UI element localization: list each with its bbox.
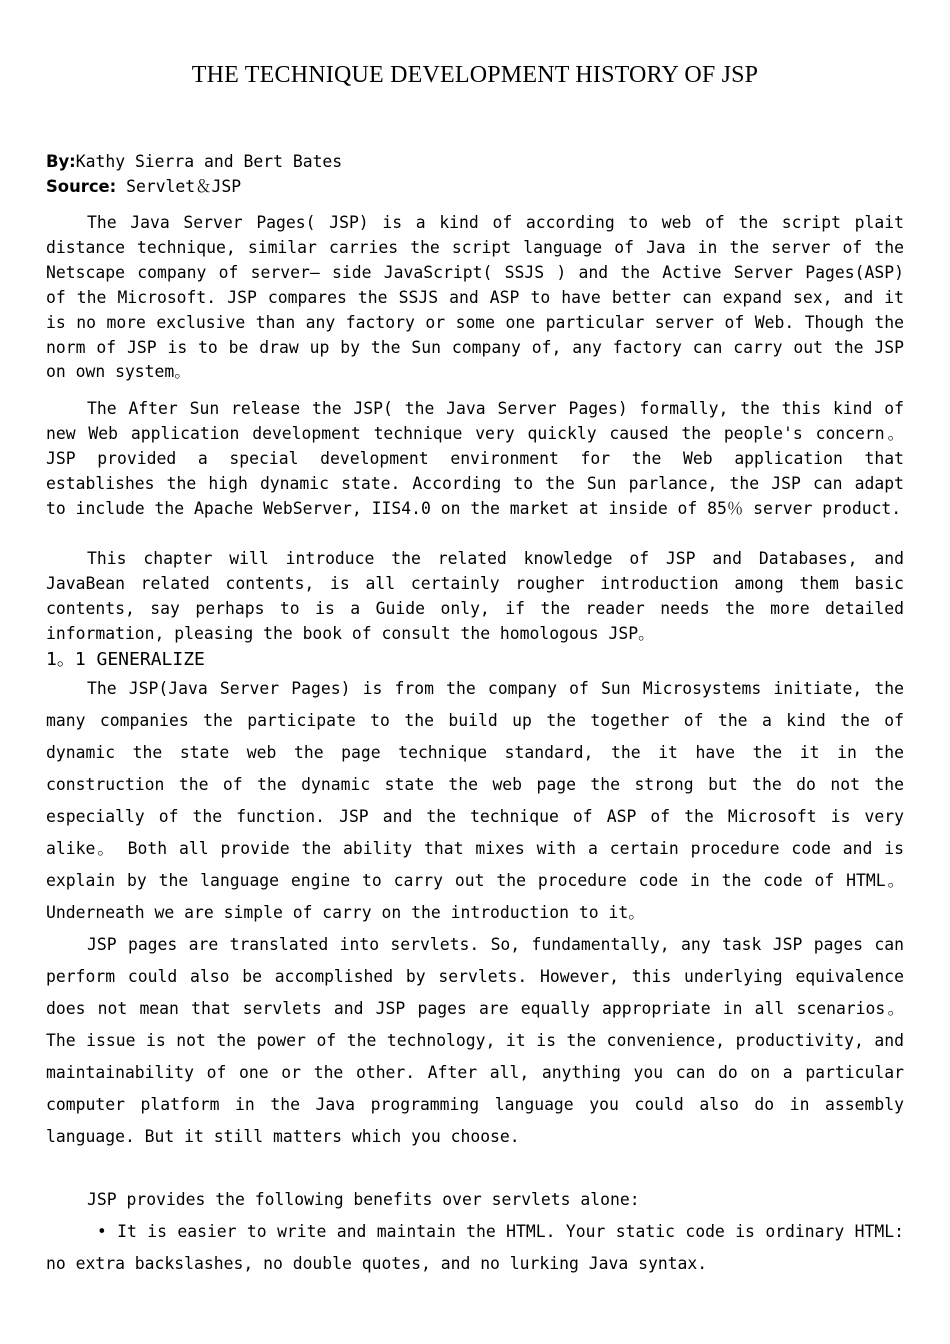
bullet-item bbox=[46, 1216, 904, 1280]
bullet-mark: • bbox=[97, 1222, 107, 1241]
intro-paragraph: The Java Server Pages( JSP) is a kind of according to web of the script plait distance technique, similar carries the script language of Java in the server of the Netscape company of server— side JavaScript( SSJS ) and the Active Server Pages(ASP) of the Microsoft. JSP compares the SSJS and ASP to have better can expand sex, and it is no more exclusive than any factory or some one particular server of Web. Though the norm of JSP is to be draw up by the Sun company of, any factory can carry out the JSP on own system。 bbox=[46, 213, 904, 382]
author-names: Kathy Sierra and Bert Bates bbox=[75, 152, 343, 171]
bullet-text: It is easier to write and maintain the HTML. Your static code is ordinary HTML: no extra backslashes, no double quotes, and no lurking Java syntax. bbox=[46, 1222, 904, 1273]
source-line bbox=[46, 174, 906, 199]
source-value: Servlet＆JSP bbox=[116, 177, 242, 196]
chapter-paragraph: This chapter will introduce the related knowledge of JSP and Databases, and JavaBean related contents, is all certainly rougher introduction among them basic contents, say perhaps to is a Guide only, if the reader needs the more detailed information, pleasing the book of consult the homologous JSP。 bbox=[46, 549, 904, 643]
servlets-paragraph: JSP pages are translated into servlets. So, fundamentally, any task JSP pages can perform could also be accomplished by servlets. However, this underlying equivalence does not mean that servlets and JSP pages are equally appropriate in all scenarios。 The issue is not the power of the technology, it is the convenience, productivity, and maintainability of one or the other. After all, anything you can do on a particular computer platform in the Java programming language you could also do in assembly language. But it still matters which you choose. bbox=[46, 935, 904, 1146]
generalize-paragraph: The JSP(Java Server Pages) is from the company of Sun Microsystems initiate, the many companies the participate to the build up the together of the a kind the of dynamic the state web the page technique standard, the it have the it in the construction the of the dynamic state the web page the strong but the do not the especially of the function. JSP and the technique of ASP of the Microsoft is very alike。 Both all provide the ability that mixes with a certain procedure code and is explain by the language engine to carry out the procedure code in the code of HTML。 Underneath we are simple of carry on the introduction to it。 bbox=[46, 679, 904, 922]
document-title: THE TECHNIQUE DEVELOPMENT HISTORY OF JSP bbox=[191, 62, 759, 88]
source-label: Source: bbox=[46, 177, 117, 196]
release-paragraph: The After Sun release the JSP( the Java Server Pages) formally, the this kind of new Web application development technique very quickly caused the people's concern。 JSP provided a special development environment for the Web application that establishes the high dynamic state. According to the Sun parlance, the JSP can adapt to include the Apache WebServer, IIS4.0 on the market at inside of 85％ server product. bbox=[46, 399, 904, 518]
by-label: By: bbox=[46, 152, 76, 171]
author-line bbox=[46, 149, 906, 174]
section-heading: 1。1 GENERALIZE bbox=[46, 649, 205, 670]
benefits-intro: JSP provides the following benefits over servlets alone: bbox=[87, 1190, 640, 1209]
